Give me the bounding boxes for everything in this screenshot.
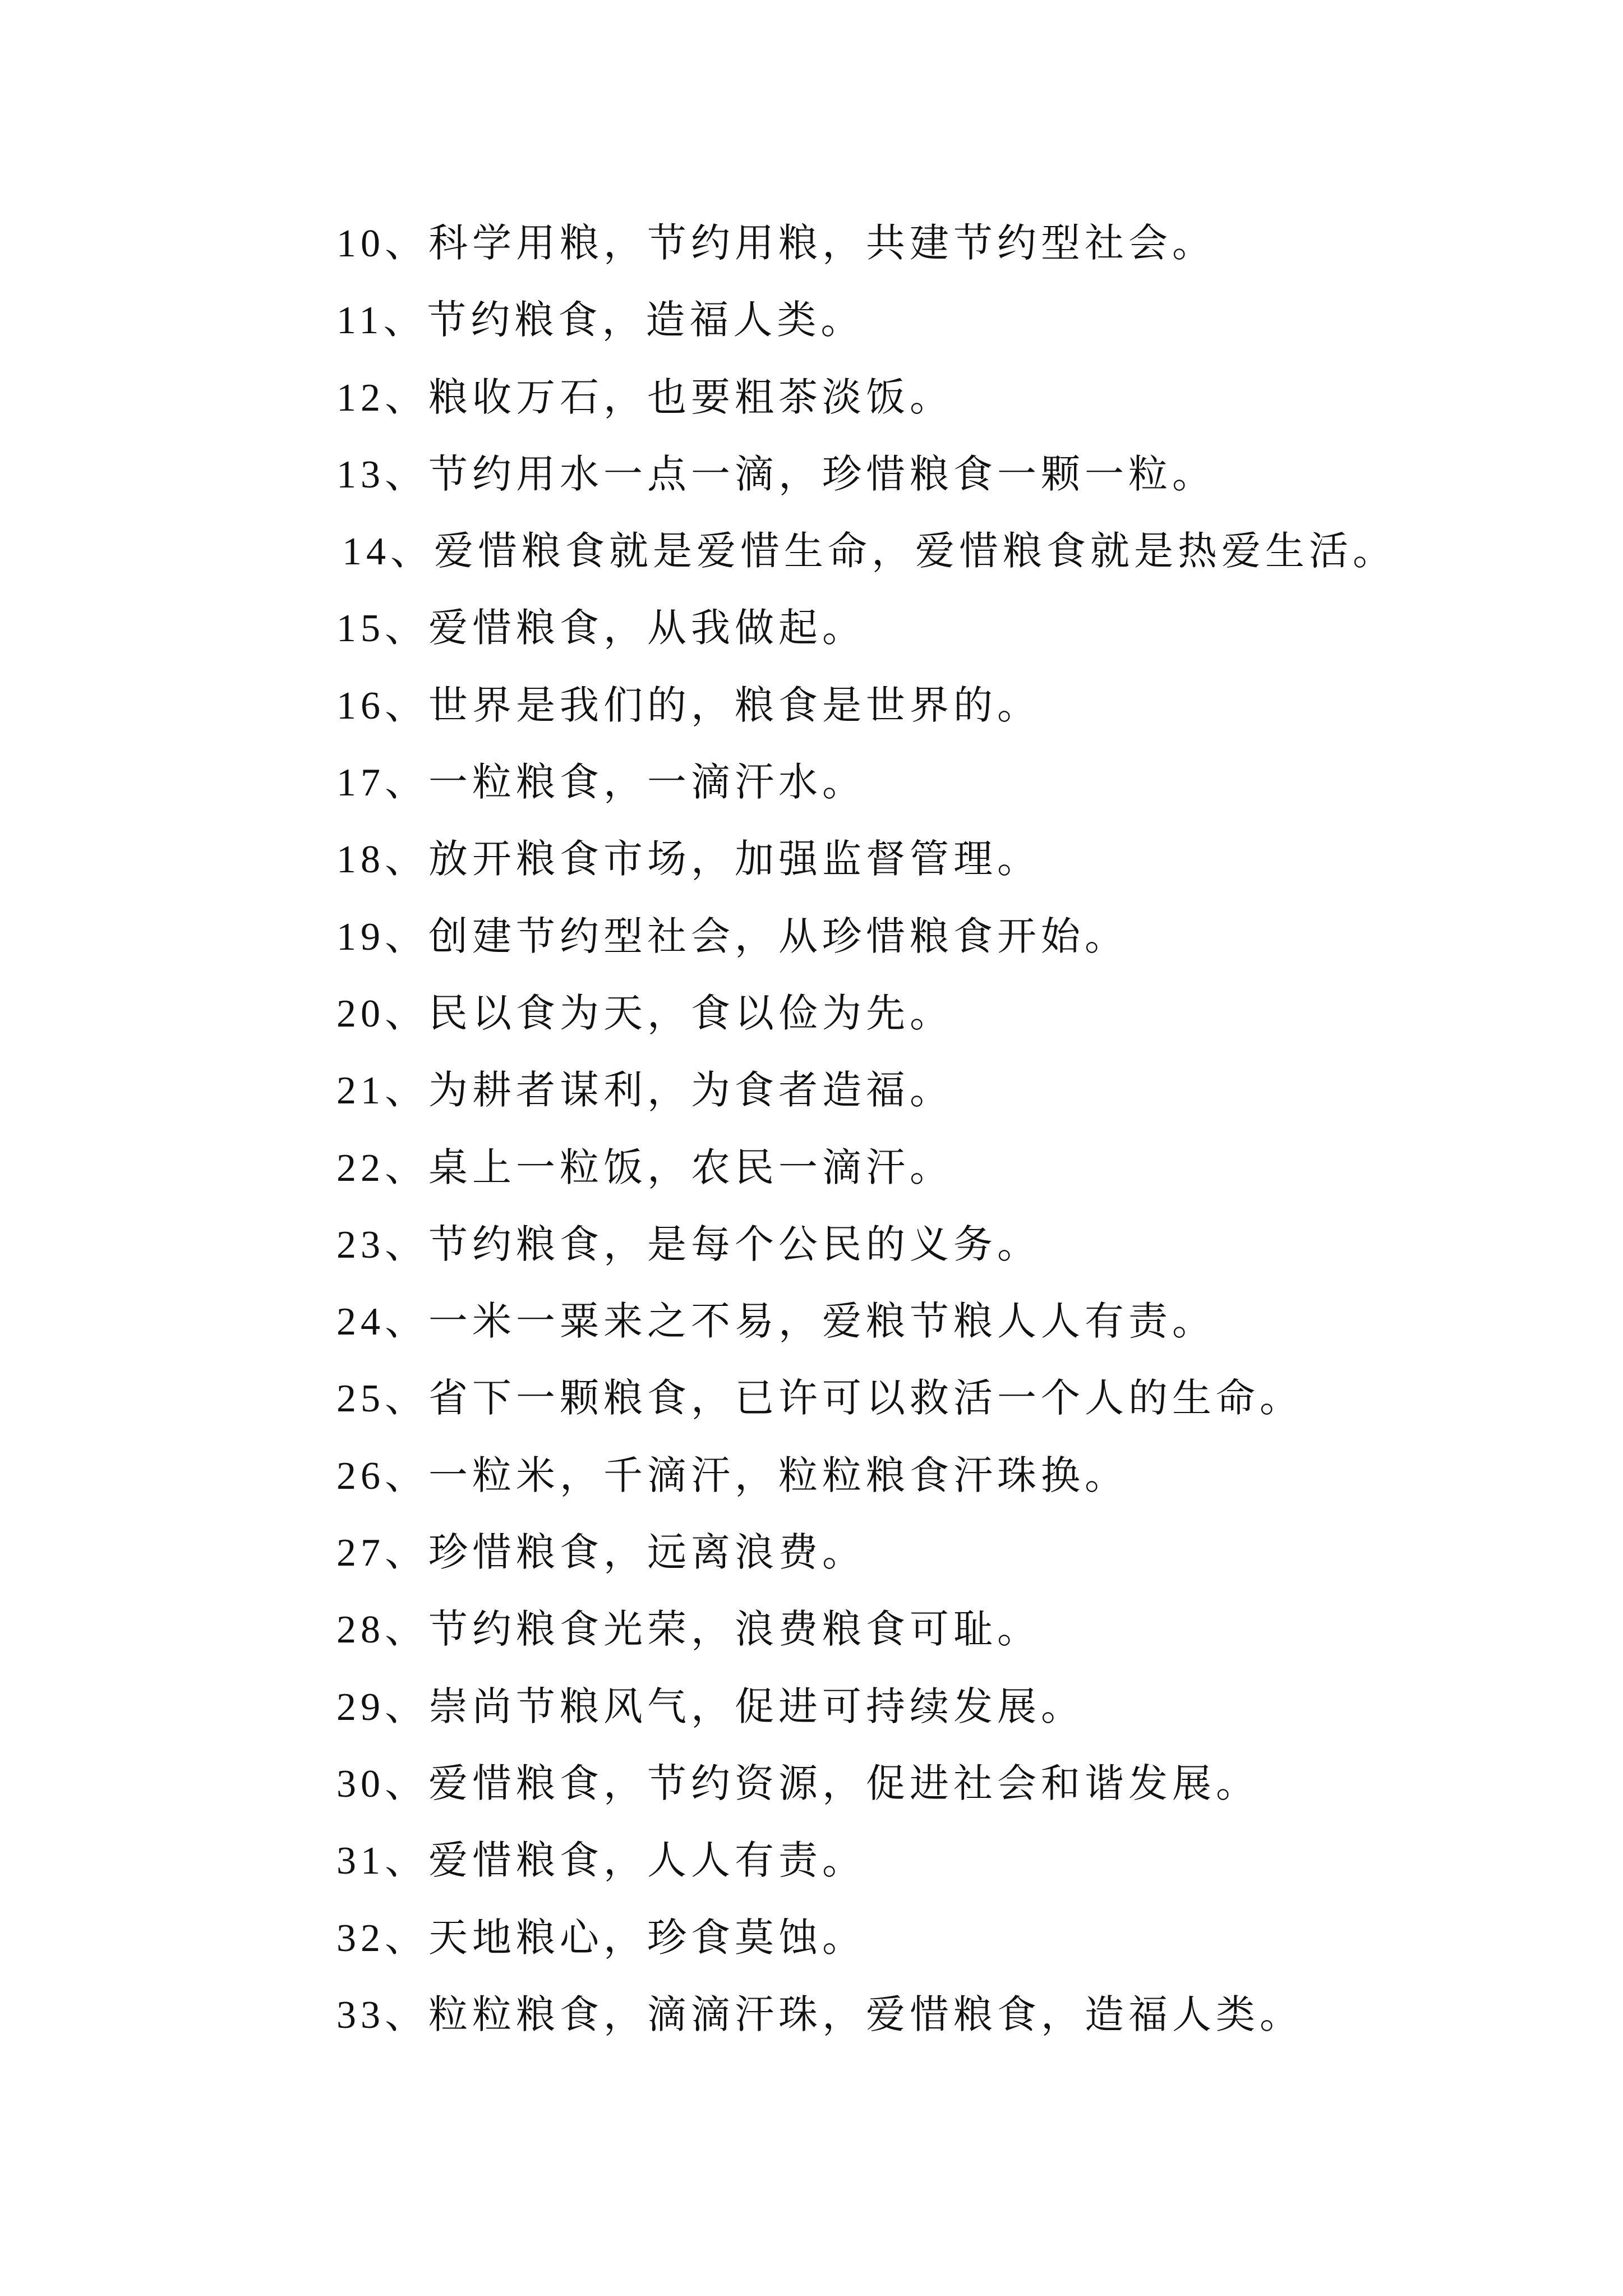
list-item: 15、爱惜粮食，从我做起。 — [336, 607, 866, 651]
list-item: 28、节约粮食光荣，浪费粮食可耻。 — [336, 1608, 1041, 1652]
list-item: 29、崇尚节粮风气，促进可持续发展。 — [336, 1685, 1085, 1729]
list-item: 17、一粒粮食，一滴汗水。 — [336, 761, 866, 805]
list-item: 23、节约粮食，是每个公民的义务。 — [336, 1223, 1041, 1267]
list-item: 13、节约用水一点一滴，珍惜粮食一颗一粒。 — [336, 453, 1216, 496]
list-item: 16、世界是我们的，粮食是世界的。 — [336, 684, 1041, 728]
list-item: 25、省下一颗粮食，已许可以救活一个人的生命。 — [336, 1377, 1303, 1421]
slogan-list — [336, 205, 1623, 2054]
list-item: 18、放开粮食市场，加强监督管理。 — [336, 838, 1041, 882]
list-item: 22、桌上一粒饭，农民一滴汗。 — [336, 1146, 953, 1190]
list-item: 33、粒粒粮食，滴滴汗珠，爱惜粮食，造福人类。 — [336, 1993, 1303, 2037]
list-item: 21、为耕者谋利，为食者造福。 — [336, 1069, 953, 1113]
list-item: 24、一米一粟来之不易，爱粮节粮人人有责。 — [336, 1300, 1216, 1344]
list-item: 12、粮收万石，也要粗茶淡饭。 — [336, 376, 953, 420]
list-item: 27、珍惜粮食，远离浪费。 — [336, 1531, 866, 1575]
list-item: 19、创建节约型社会，从珍惜粮食开始。 — [336, 915, 1128, 959]
list-item: 32、天地粮心，珍食莫蚀。 — [336, 1916, 866, 1960]
list-item: 20、民以食为天，食以俭为先。 — [336, 992, 953, 1036]
list-item: 30、爱惜粮食，节约资源，促进社会和谐发展。 — [336, 1762, 1260, 1806]
list-item: 14、爱惜粮食就是爱惜生命，爱惜粮食就是热爱生活。 — [342, 530, 1396, 574]
list-item: 10、科学用粮，节约用粮，共建节约型社会。 — [336, 222, 1216, 265]
list-item: 11、节约粮食，造福人类。 — [336, 299, 865, 343]
list-item: 31、爱惜粮食，人人有责。 — [336, 1839, 866, 1883]
list-item: 26、一粒米，千滴汗，粒粒粮食汗珠换。 — [336, 1454, 1128, 1498]
